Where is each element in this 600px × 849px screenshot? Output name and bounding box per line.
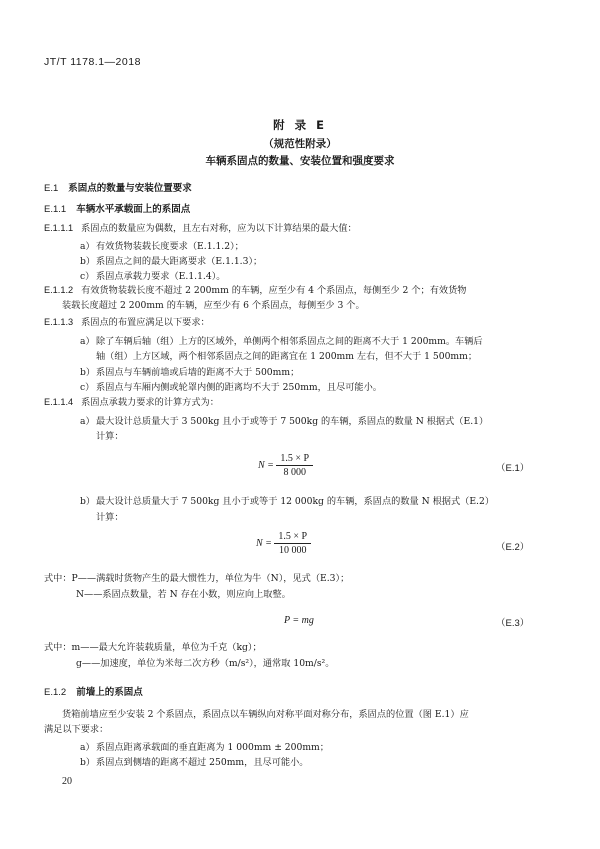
list-letter: a） [80,416,95,427]
list-item: 有效货物装载长度要求（E.1.1.2）； [96,241,244,252]
list-letter: a） [80,742,95,753]
list-item: 系固点之间的最大距离要求（E.1.1.3）； [96,256,263,267]
list-letter: b） [80,757,96,768]
standard-number: JT/T 1178.1—2018 [44,56,141,68]
clause-number: E.1.1.1 [44,223,74,233]
page-number: 20 [62,776,72,787]
clause-number: E.1.1.3 [44,317,74,327]
list-item: 系固点承载力要求（E.1.1.4）。 [96,271,226,282]
list-item-continued: 轴（组）上方区域，两个相邻系固点之间的距离宜在 1 200mm 左右，但不大于 1 500mm； [96,351,478,362]
list-letter: a） [80,336,95,347]
equation-label: （E.2） [496,542,530,553]
clause-e111 [44,222,357,235]
clause-text: 系固点的布置应满足以下要求： [81,317,210,328]
formula-denominator: 8 000 [283,467,307,478]
list-letter: c） [80,271,95,282]
where-line: 式中：m——最大允许装载质量，单位为千克（kg）； [44,642,262,653]
equation-label: （E.3） [496,618,530,629]
formula-denominator: 10 000 [279,545,307,556]
section-number: E.1.1 [44,204,67,215]
list-letter: a） [80,241,95,252]
list-item-continued: 计算： [96,431,124,442]
clause-e113 [44,316,210,329]
where-line: N——系固点数量，若 N 存在小数，则应向上取整。 [76,589,291,600]
list-item: 系固点与车厢内侧或轮罩内侧的距离均不大于 250mm，且尽可能小。 [96,382,382,393]
clause-e114 [44,396,219,409]
list-item: 最大设计总质量大于 3 500kg 且小于或等于 7 500kg 的车辆，系固点的数量 N 根据式（E.1） [96,416,489,427]
section-e11-heading [44,201,190,215]
appendix-normative: （规范性附录） [263,138,337,150]
formula-fraction [274,531,311,556]
clause-text: 系固点承载力要求的计算方式为： [81,397,219,408]
section-title: 车辆水平承载面上的系固点 [76,204,191,215]
where-line: g——加速度，单位为米每二次方秒（m/s²），通常取 10m/s²。 [76,658,335,669]
list-item: 系固点到侧墙的距离不超过 250mm，且尽可能小。 [96,757,309,768]
list-item: 系固点与车辆前墙或后墙的距离不大于 500mm； [96,367,300,378]
list-letter: b） [80,496,96,507]
clause-text: 系固点的数量应为偶数，且左右对称，应为以下计算结果的最大值： [81,223,357,234]
paragraph-line: 满足以下要求： [44,724,109,735]
section-number: E.1.2 [44,687,67,698]
clause-number: E.1.1.4 [44,397,74,407]
formula-numerator: 1.5 × P [274,531,311,544]
formula-lhs: N = [256,537,272,549]
list-letter: b） [80,367,96,378]
appendix-title: 车辆系固点的数量、安装位置和强度要求 [205,155,395,167]
formula-e2 [256,531,311,556]
section-e12-heading [44,684,143,698]
section-title: 系固点的数量与安装位置要求 [68,183,192,194]
section-title: 前墙上的系固点 [76,687,143,698]
formula-e3: P = mg [284,615,314,626]
section-e1-heading [44,180,192,194]
list-item-continued: 计算： [96,512,124,523]
paragraph-line: 货箱前墙应至少安装 2 个系固点，系固点以车辆纵向对称平面对称分布，系固点的位置（图 E.1）应 [62,709,469,720]
clause-text: 有效货物装载长度不超过 2 200mm 的车辆，应至少有 4 个系固点，每侧至少 2 个；有效货物 [81,285,467,296]
list-item: 系固点距离承载面的垂直距离为 1 000mm ± 200mm； [96,742,329,753]
clause-number: E.1.1.2 [44,285,74,295]
appendix-label: 附 录 E [273,118,327,132]
section-number: E.1 [44,183,59,194]
list-letter: c） [80,382,95,393]
formula-fraction [276,453,313,478]
clause-e112-line2: 装载长度超过 2 200mm 的车辆，应至少有 6 个系固点，每侧至少 3 个。 [62,300,365,311]
where-line: 式中：P——满载时货物产生的最大惯性力，单位为牛（N），见式（E.3）； [44,573,350,584]
equation-label: （E.1） [496,463,530,474]
clause-e112-line1 [44,284,466,297]
list-item: 最大设计总质量大于 7 500kg 且小于或等于 12 000kg 的车辆，系固点的数量 N 根据式（E.2） [96,496,495,507]
list-item: 除了车辆后轴（组）上方的区域外，单侧两个相邻系固点之间的距离不大于 1 200mm。车辆后 [96,336,483,347]
formula-e1 [258,453,313,478]
formula-lhs: N = [258,459,274,471]
formula-numerator: 1.5 × P [276,453,313,466]
list-letter: b） [80,256,96,267]
